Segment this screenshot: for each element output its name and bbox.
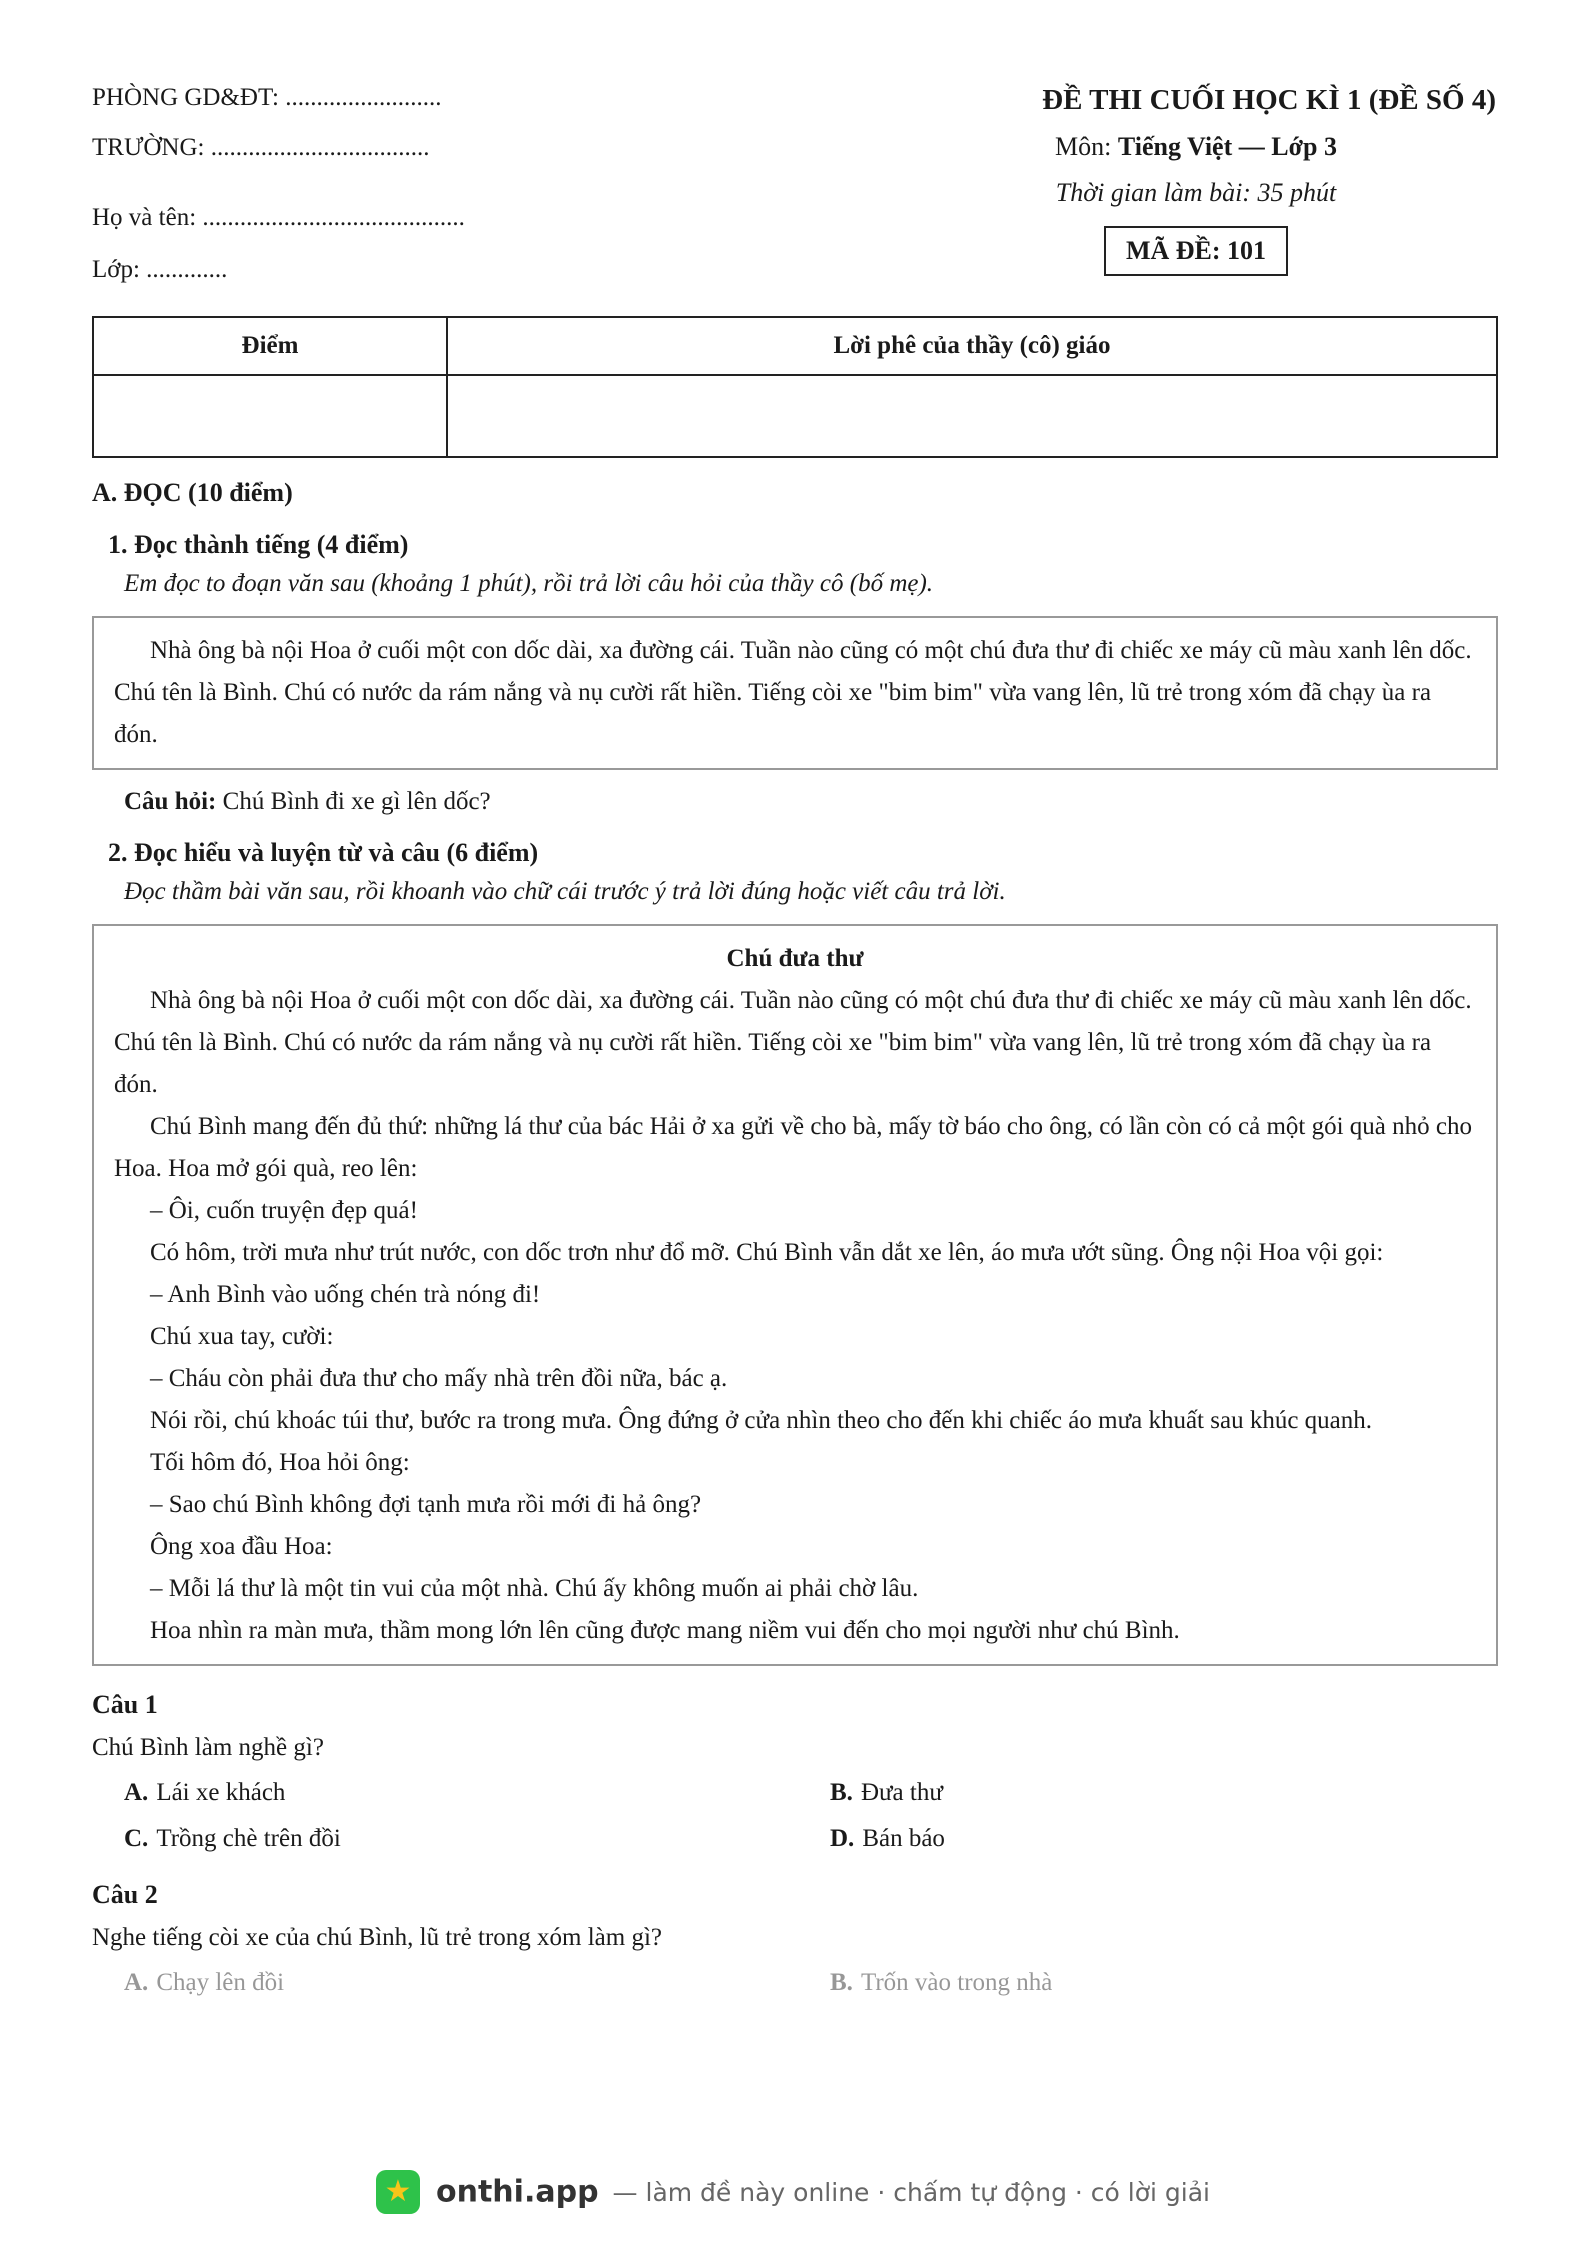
exam-header bbox=[92, 0, 1496, 300]
dialogue-line: – Cháu còn phải đưa thư cho mấy nhà trên đồi nữa, bác ạ. bbox=[150, 1365, 728, 1392]
footer-tagline: — làm đề này online · chấm tự động · có lời giải bbox=[612, 2177, 1210, 2207]
score-header: Điểm bbox=[93, 317, 447, 375]
score-table bbox=[92, 316, 1498, 458]
section-a-title: A. ĐỌC (10 điểm) bbox=[92, 478, 293, 507]
part1-question bbox=[124, 788, 1498, 816]
promo-footer[interactable] bbox=[0, 2170, 1586, 2214]
subject-label: Môn: bbox=[1055, 132, 1118, 161]
exam-info bbox=[896, 0, 1496, 300]
reading-aloud-passage bbox=[92, 616, 1498, 770]
passage-title: Chú đưa thư bbox=[726, 945, 864, 972]
option-text: Trốn vào trong nhà bbox=[860, 1969, 1053, 1996]
option-c[interactable] bbox=[124, 1816, 830, 1862]
option-d[interactable] bbox=[830, 1816, 1530, 1862]
paragraph: Hoa nhìn ra màn mưa, thầm mong lớn lên cũng được mang niềm vui đến cho mọi người như chú Bình. bbox=[150, 1617, 1180, 1644]
score-cell[interactable] bbox=[93, 375, 447, 457]
paragraph: Nói rồi, chú khoác túi thư, bước ra trong mưa. Ông đứng ở cửa nhìn theo cho đến khi chiếc áo mưa khuất sau khúc quanh. bbox=[150, 1407, 1373, 1434]
option-letter: B. bbox=[830, 1779, 853, 1806]
question-2 bbox=[92, 1874, 1498, 2006]
question-1 bbox=[92, 1684, 1498, 1862]
option-letter: D. bbox=[830, 1825, 855, 1852]
answer-options bbox=[92, 1960, 1498, 2006]
question-label: Câu hỏi: bbox=[124, 788, 217, 815]
dialogue-line: – Mỗi lá thư là một tin vui của một nhà. Chú ấy không muốn ai phải chờ lâu. bbox=[150, 1575, 919, 1602]
option-letter: A. bbox=[124, 1779, 149, 1806]
comment-cell[interactable] bbox=[447, 375, 1497, 457]
dialogue-line: – Ôi, cuốn truyện đẹp quá! bbox=[150, 1197, 418, 1224]
dialogue-line: – Sao chú Bình không đợi tạnh mưa rồi mới đi hả ông? bbox=[150, 1491, 702, 1518]
star-icon: ★ bbox=[376, 2170, 420, 2214]
option-letter: B. bbox=[830, 1969, 853, 1996]
paragraph: Tối hôm đó, Hoa hỏi ông: bbox=[150, 1449, 410, 1476]
part1-instruction: Em đọc to đoạn văn sau (khoảng 1 phút), rồi trả lời câu hỏi của thầy cô (bố mẹ). bbox=[124, 570, 934, 597]
option-text: Trồng chè trên đồi bbox=[156, 1825, 341, 1852]
part2-instruction: Đọc thầm bài văn sau, rồi khoanh vào chữ cái trước ý trả lời đúng hoặc viết câu trả lời. bbox=[124, 878, 1006, 905]
exam-content bbox=[92, 478, 1498, 2018]
question-text: Chú Bình đi xe gì lên dốc? bbox=[216, 788, 491, 815]
passage-text: Nhà ông bà nội Hoa ở cuối một con dốc dài, xa đường cái. Tuần nào cũng có một chú đưa thư đi chiếc xe máy cũ màu xanh lên dốc. Chú tên là Bình. Chú có nước da rám nắng và nụ cười rất hiền. Tiếng còi xe "bim bim" vừa vang lên, lũ trẻ trong xóm đã chạy ùa ra đón. bbox=[114, 637, 1472, 748]
brand-name[interactable]: onthi.app bbox=[436, 2174, 599, 2210]
question-label: Câu 2 bbox=[92, 1880, 158, 1909]
option-text: Lái xe khách bbox=[156, 1779, 286, 1806]
subject-line bbox=[896, 132, 1496, 162]
subject-value: Tiếng Việt — Lớp 3 bbox=[1117, 132, 1337, 161]
paragraph: Chú xua tay, cười: bbox=[150, 1323, 334, 1350]
paragraph: Chú Bình mang đến đủ thứ: những lá thư của bác Hải ở xa gửi về cho bà, mấy tờ báo cho ông, có lần còn có cả một gói quà nhỏ cho Hoa. Hoa mở gói quà, reo lên: bbox=[114, 1113, 1472, 1182]
part2-title: 2. Đọc hiểu và luyện từ và câu (6 điểm) bbox=[108, 838, 539, 867]
option-text: Bán báo bbox=[862, 1825, 945, 1852]
paragraph: Nhà ông bà nội Hoa ở cuối một con dốc dài, xa đường cái. Tuần nào cũng có một chú đưa thư đi chiếc xe máy cũ màu xanh lên dốc. Chú tên là Bình. Chú có nước da rám nắng và nụ cười rất hiền. Tiếng còi xe "bim bim" vừa vang lên, lũ trẻ trong xóm đã chạy ùa ra đón. bbox=[114, 987, 1472, 1098]
comment-header: Lời phê của thầy (cô) giáo bbox=[447, 317, 1497, 375]
question-label: Câu 1 bbox=[92, 1690, 158, 1719]
exam-page bbox=[92, 0, 1496, 1996]
question-text: Nghe tiếng còi xe của chú Bình, lũ trẻ trong xóm làm gì? bbox=[92, 1924, 662, 1951]
option-letter: C. bbox=[124, 1825, 149, 1852]
part1-title: 1. Đọc thành tiếng (4 điểm) bbox=[108, 530, 409, 559]
exam-time: Thời gian làm bài: 35 phút bbox=[1055, 178, 1337, 207]
paragraph: Ông xoa đầu Hoa: bbox=[150, 1533, 333, 1560]
exam-code-badge: MÃ ĐỀ: 101 bbox=[1104, 226, 1288, 276]
option-a[interactable] bbox=[124, 1960, 830, 2006]
paragraph: Có hôm, trời mưa như trút nước, con dốc trơn như đổ mỡ. Chú Bình vẫn dắt xe lên, áo mưa ướt sũng. Ông nội Hoa vội gọi: bbox=[150, 1239, 1384, 1266]
option-letter: A. bbox=[124, 1969, 149, 1996]
option-b[interactable] bbox=[830, 1960, 1530, 2006]
answer-options bbox=[92, 1770, 1498, 1862]
exam-title: ĐỀ THI CUỐI HỌC KÌ 1 (ĐỀ SỐ 4) bbox=[1042, 84, 1496, 116]
reading-passage bbox=[92, 924, 1498, 1666]
option-b[interactable] bbox=[830, 1770, 1530, 1816]
option-a[interactable] bbox=[124, 1770, 830, 1816]
school-field: TRƯỜNG: ................................... bbox=[92, 134, 430, 161]
department-field: PHÒNG GD&ĐT: ......................... bbox=[92, 84, 442, 111]
class-field: Lớp: ............. bbox=[92, 256, 228, 283]
question-text: Chú Bình làm nghề gì? bbox=[92, 1734, 324, 1761]
option-text: Chạy lên đồi bbox=[156, 1969, 285, 1996]
student-name-field: Họ và tên: .......................................... bbox=[92, 204, 465, 231]
option-text: Đưa thư bbox=[860, 1779, 943, 1806]
dialogue-line: – Anh Bình vào uống chén trà nóng đi! bbox=[150, 1281, 541, 1308]
